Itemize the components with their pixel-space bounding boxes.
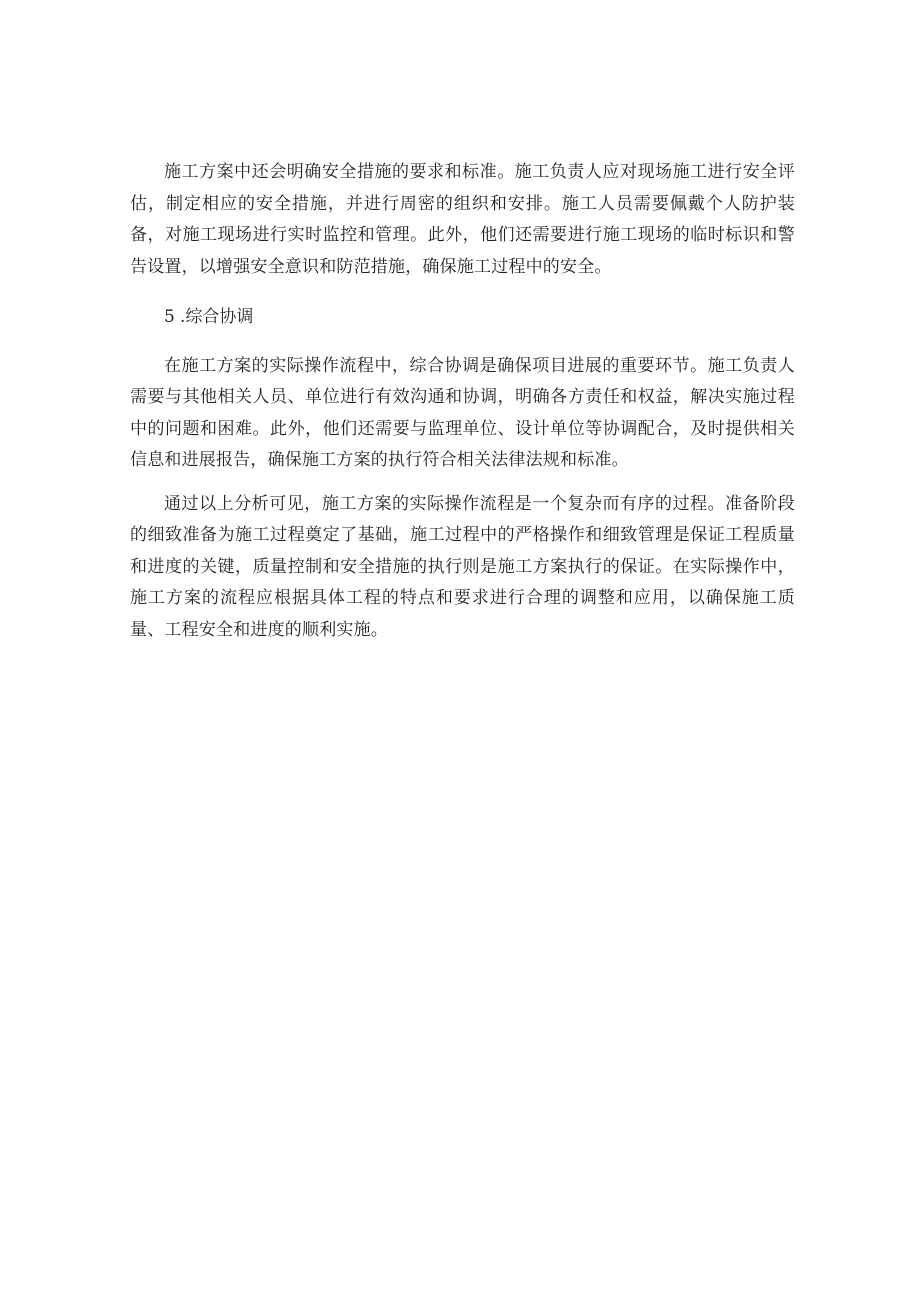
document-body: [130, 157, 795, 646]
section-title: .综合协调: [180, 307, 254, 327]
paragraph-safety-measures: 施工方案中还会明确安全措施的要求和标准。施工负责人应对现场施工进行安全评估，制定相应的安全措施，并进行周密的组织和安排。施工人员需要佩戴个人防护装备，对施工现场进行实时监控和管理。此外，他们还需要进行施工现场的临时标识和警告设置，以增强安全意识和防范措施，确保施工过程中的安全。: [130, 162, 795, 277]
section-heading: [130, 302, 795, 334]
paragraph-conclusion: 通过以上分析可见，施工方案的实际操作流程是一个复杂而有序的过程。准备阶段的细致准备为施工过程奠定了基础，施工过程中的严格操作和细致管理是保证工程质量和进度的关键，质量控制和安全措施的执行则是施工方案执行的保证。在实际操作中，施工方案的流程应根据具体工程的特点和要求进行合理的调整和应用，以确保施工质量、工程安全和进度的顺利实施。: [130, 493, 795, 640]
section-number: 5: [164, 307, 175, 327]
paragraph-coordination: 在施工方案的实际操作流程中，综合协调是确保项目进展的重要环节。施工负责人需要与其他相关人员、单位进行有效沟通和协调，明确各方责任和权益，解决实施过程中的问题和困难。此外，他们还需要与监理单位、设计单位等协调配合，及时提供相关信息和进展报告，确保施工方案的执行符合相关法律法规和标准。: [130, 355, 795, 470]
